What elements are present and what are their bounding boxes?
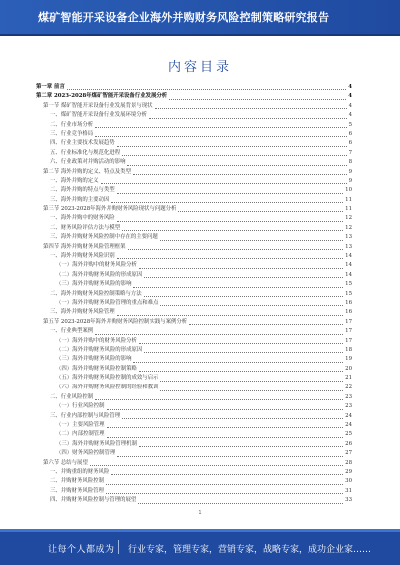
toc-entry[interactable]: [36, 196, 352, 205]
toc-entry-page: 15: [345, 290, 352, 297]
toc-entry-page: 16: [345, 309, 352, 316]
toc-leader-dots: [117, 456, 343, 457]
footer-tagline: 行业专家，管理专家，营销专家，战略专家，成功企业家……: [128, 545, 372, 555]
toc-entry-title: 一、海外并购的定义: [50, 177, 99, 184]
toc-entry-title: （二）海外并购财务风险的形成原因: [56, 271, 143, 278]
toc-entry[interactable]: [36, 487, 352, 496]
toc-entry[interactable]: [36, 421, 352, 430]
toc-entry-page: 13: [345, 234, 352, 241]
toc-entry-title: 六、行业政策对并购活动的影响: [50, 159, 126, 166]
toc-leader-dots: [95, 136, 346, 137]
toc-entry-title: 一、并购重组的财务风险: [50, 469, 110, 475]
toc-entry-page: 33: [345, 497, 352, 504]
toc-entry[interactable]: [36, 261, 352, 270]
toc-heading: 内容目录: [167, 60, 232, 75]
toc-entry-title: 二、财务风险评估方法与模型: [50, 224, 121, 231]
toc-leader-dots: [107, 427, 344, 428]
toc-leader-dots: [90, 465, 343, 466]
toc-entry-page: 4: [348, 112, 352, 119]
toc-entry[interactable]: [36, 393, 352, 402]
toc-entry[interactable]: [36, 168, 352, 177]
footer-accent-band: [0, 529, 400, 532]
toc-entry[interactable]: [36, 449, 352, 458]
toc-entry[interactable]: [36, 233, 352, 242]
toc-entry[interactable]: [36, 158, 352, 167]
report-title: 煤矿智能开采设备企业海外并购财务风险控制策略研究报告: [38, 11, 330, 24]
toc-entry-title: 第一章 前言: [36, 83, 65, 90]
toc-leader-dots: [122, 155, 346, 156]
toc-entry-page: 14: [345, 253, 352, 260]
toc-leader-dots: [67, 89, 346, 90]
toc-entry-page: 14: [345, 271, 352, 278]
toc-entry-title: 二、海外并购财务风险控制策略与方法: [50, 290, 142, 297]
toc-entry[interactable]: [36, 384, 352, 393]
toc-entry-title: （二）海外并购财务风险的形成原因: [56, 346, 143, 353]
toc-entry[interactable]: [36, 214, 352, 223]
toc-entry-title: 第二节 海外并购的定义、特点及类型: [43, 168, 131, 175]
table-of-contents: [36, 83, 352, 506]
toc-entry-page: 14: [345, 262, 352, 269]
toc-entry[interactable]: [36, 346, 352, 355]
toc-entry-title: （三）海外并购财务风险的影响: [56, 281, 132, 288]
toc-entry-page: 22: [345, 384, 352, 391]
toc-entry-page: 31: [345, 487, 352, 494]
report-header-bar: [0, 0, 400, 36]
toc-leader-dots: [133, 174, 347, 175]
toc-entry[interactable]: [36, 271, 352, 280]
toc-leader-dots: [169, 99, 346, 100]
toc-entry-page: 17: [345, 318, 352, 325]
toc-entry-page: 10: [345, 187, 352, 194]
toc-leader-dots: [106, 484, 343, 485]
toc-leader-dots: [95, 334, 343, 335]
toc-leader-dots: [117, 193, 343, 194]
toc-entry-page: 23: [345, 403, 352, 410]
toc-entry-title: 四、行业主要技术发展趋势: [50, 140, 115, 147]
toc-leader-dots: [122, 418, 343, 419]
toc-leader-dots: [160, 305, 343, 306]
toc-entry[interactable]: [36, 327, 352, 336]
toc-entry[interactable]: [36, 459, 352, 468]
toc-entry-title: 第二章 2023-2028年煤矿智能开采设备行业发展分析: [36, 93, 168, 100]
toc-leader-dots: [133, 362, 343, 363]
toc-entry-title: （一）海外并购财务风险管理的重点和难点: [56, 299, 159, 306]
toc-entry-title: 一、海外并购财务风险识别: [50, 253, 115, 260]
toc-entry[interactable]: [36, 430, 352, 439]
toc-entry-title: （一）海外并购中的财务风险分析: [56, 337, 137, 344]
toc-entry[interactable]: [36, 477, 352, 486]
toc-leader-dots: [111, 202, 343, 203]
toc-entry[interactable]: [36, 92, 352, 101]
toc-entry[interactable]: [36, 102, 352, 111]
footer-slogan: 让每个人都成为: [48, 545, 115, 555]
toc-entry[interactable]: [36, 111, 352, 120]
toc-entry-page: 12: [345, 215, 352, 222]
toc-entry-title: 一、海外并购中的财务风险: [50, 215, 115, 222]
toc-entry-title: 第六节 总结与展望: [43, 459, 88, 466]
toc-entry[interactable]: [36, 355, 352, 364]
toc-entry-title: 第四节 海外并购财务风险管理框架: [43, 243, 126, 250]
toc-entry-title: 二、行业风险控制: [50, 393, 94, 400]
page-number: 1: [198, 510, 202, 516]
toc-leader-dots: [127, 165, 346, 166]
toc-entry-page: 6: [348, 130, 352, 137]
toc-entry-title: （三）海外并购财务风险管理机制: [56, 440, 137, 447]
toc-entry-page: 12: [345, 224, 352, 231]
toc-entry-title: 三、行业内部控制与风险管理: [50, 412, 121, 419]
toc-entry-page: 17: [345, 328, 352, 335]
toc-entry-title: 第三节 2023-2028年海外并购财务风险现状与问题分析: [43, 206, 177, 213]
toc-leader-dots: [160, 390, 343, 391]
toc-entry[interactable]: [36, 177, 352, 186]
toc-entry-page: 9: [348, 177, 352, 184]
toc-entry[interactable]: [36, 468, 352, 477]
toc-leader-dots: [189, 324, 343, 325]
toc-entry[interactable]: [36, 318, 352, 327]
toc-entry-page: 13: [345, 243, 352, 250]
toc-leader-dots: [122, 230, 343, 231]
toc-entry[interactable]: [36, 299, 352, 308]
toc-entry-title: 三、海外并购财务风险管理: [50, 309, 115, 316]
toc-entry-title: （四）财务风险控制管理: [56, 450, 116, 457]
toc-leader-dots: [178, 211, 343, 212]
toc-entry-page: 18: [345, 346, 352, 353]
toc-leader-dots: [133, 287, 343, 288]
toc-entry-title: 五、行业标准化与规范化进程: [50, 149, 121, 156]
toc-entry-page: 23: [345, 393, 352, 400]
toc-entry-page: 28: [345, 459, 352, 466]
toc-entry-title: （一）主要风险管理: [56, 422, 105, 429]
toc-entry-page: 17: [345, 337, 352, 344]
toc-entry-page: 4: [348, 93, 352, 100]
toc-entry-title: 三、海外并购的主要动因: [50, 196, 110, 203]
toc-entry-page: 24: [345, 422, 352, 429]
toc-entry-title: 三、海外并购财务风险控制中存在的主要问题: [50, 234, 158, 241]
toc-entry-page: 27: [345, 450, 352, 457]
toc-leader-dots: [107, 409, 344, 410]
toc-entry-page: 16: [345, 299, 352, 306]
toc-entry-page: 29: [345, 469, 352, 475]
toc-entry-page: 24: [345, 412, 352, 419]
toc-entry-title: 第五节 2023-2028年海外并购财务风险控制实践与案例分析: [43, 318, 188, 325]
toc-entry[interactable]: [36, 83, 352, 92]
toc-entry-page: 5: [348, 121, 352, 128]
toc-leader-dots: [128, 249, 344, 250]
toc-leader-dots: [149, 118, 347, 119]
toc-entry[interactable]: [36, 149, 352, 158]
toc-entry[interactable]: [36, 280, 352, 289]
toc-leader-dots: [139, 446, 343, 447]
toc-leader-dots: [139, 268, 343, 269]
toc-leader-dots: [138, 503, 343, 504]
toc-entry-title: 二、海外并购的特点与类型: [50, 187, 115, 194]
toc-leader-dots: [101, 183, 347, 184]
toc-leader-dots: [117, 315, 343, 316]
toc-entry-title: （三）海外并购财务风险的影响: [56, 356, 132, 363]
toc-entry-page: 20: [345, 365, 352, 372]
toc-entry-title: 四、并购财务风险控制与管理的展望: [50, 497, 137, 504]
toc-entry[interactable]: [36, 186, 352, 195]
toc-leader-dots: [95, 399, 343, 400]
toc-entry[interactable]: [36, 374, 352, 383]
toc-entry[interactable]: [36, 224, 352, 233]
toc-leader-dots: [144, 277, 343, 278]
toc-leader-dots: [111, 474, 343, 475]
toc-entry[interactable]: [36, 412, 352, 421]
toc-entry[interactable]: [36, 243, 352, 252]
toc-leader-dots: [155, 108, 347, 109]
toc-entry[interactable]: [36, 440, 352, 449]
toc-entry-title: （一）行业风险控制: [56, 403, 105, 410]
toc-leader-dots: [144, 352, 343, 353]
toc-entry-title: 三、并购财务风险管理: [50, 487, 104, 494]
toc-entry-title: 一、煤矿智能开采设备行业发展环境分析: [50, 112, 148, 119]
toc-entry-page: 7: [348, 149, 352, 156]
toc-entry-title: （四）海外并购财务风险控制策略: [56, 365, 137, 372]
toc-entry-title: 第一节 煤矿智能开采设备行业发展背景与现状: [43, 102, 153, 109]
toc-entry-page: 11: [345, 196, 352, 203]
toc-leader-dots: [117, 258, 343, 259]
toc-entry-page: 30: [345, 478, 352, 485]
toc-entry-page: 4: [348, 102, 352, 109]
toc-entry[interactable]: [36, 337, 352, 346]
toc-entry[interactable]: [36, 130, 352, 139]
toc-leader-dots: [144, 296, 343, 297]
toc-leader-dots: [95, 127, 346, 128]
toc-leader-dots: [117, 146, 347, 147]
footer-divider: [118, 540, 119, 554]
toc-entry[interactable]: [36, 496, 352, 505]
toc-leader-dots: [160, 240, 343, 241]
toc-entry-title: 二、行业市场分析: [50, 121, 94, 128]
toc-entry-title: 一、行业典型案例: [50, 328, 94, 335]
toc-entry-page: 25: [345, 431, 352, 438]
toc-leader-dots: [139, 343, 343, 344]
toc-entry-title: 二、并购财务风险控制: [50, 478, 104, 485]
toc-entry-title: （二）内部控制管理: [56, 431, 105, 438]
toc-entry-title: 三、行业竞争格局: [50, 130, 94, 137]
toc-leader-dots: [107, 437, 344, 438]
toc-entry[interactable]: [36, 290, 352, 299]
toc-entry-page: 15: [345, 281, 352, 288]
toc-leader-dots: [160, 381, 343, 382]
footer-bar: [0, 529, 400, 565]
toc-leader-dots: [139, 371, 343, 372]
toc-entry-page: 26: [345, 440, 352, 447]
toc-entry[interactable]: [36, 402, 352, 411]
toc-entry-page: 4: [348, 83, 352, 90]
toc-entry[interactable]: [36, 121, 352, 130]
toc-entry[interactable]: [36, 252, 352, 261]
toc-leader-dots: [117, 221, 343, 222]
toc-entry-title: （五）海外并购财务风险控制的成效与启示: [56, 375, 159, 382]
toc-entry-title: （六）海外并购财务风险控制的经验和教训: [56, 384, 159, 391]
toc-entry-page: 8: [348, 159, 352, 166]
toc-entry[interactable]: [36, 308, 352, 317]
toc-entry-page: 6: [348, 140, 352, 147]
toc-entry[interactable]: [36, 139, 352, 148]
toc-entry-page: 11: [345, 206, 352, 213]
toc-entry[interactable]: [36, 365, 352, 374]
toc-entry-page: 19: [345, 356, 352, 363]
toc-entry[interactable]: [36, 205, 352, 214]
toc-leader-dots: [106, 493, 343, 494]
toc-entry-page: 9: [348, 168, 352, 175]
toc-entry-title: （一）海外并购中的财务风险分析: [56, 262, 137, 269]
toc-entry-page: 21: [345, 375, 352, 382]
